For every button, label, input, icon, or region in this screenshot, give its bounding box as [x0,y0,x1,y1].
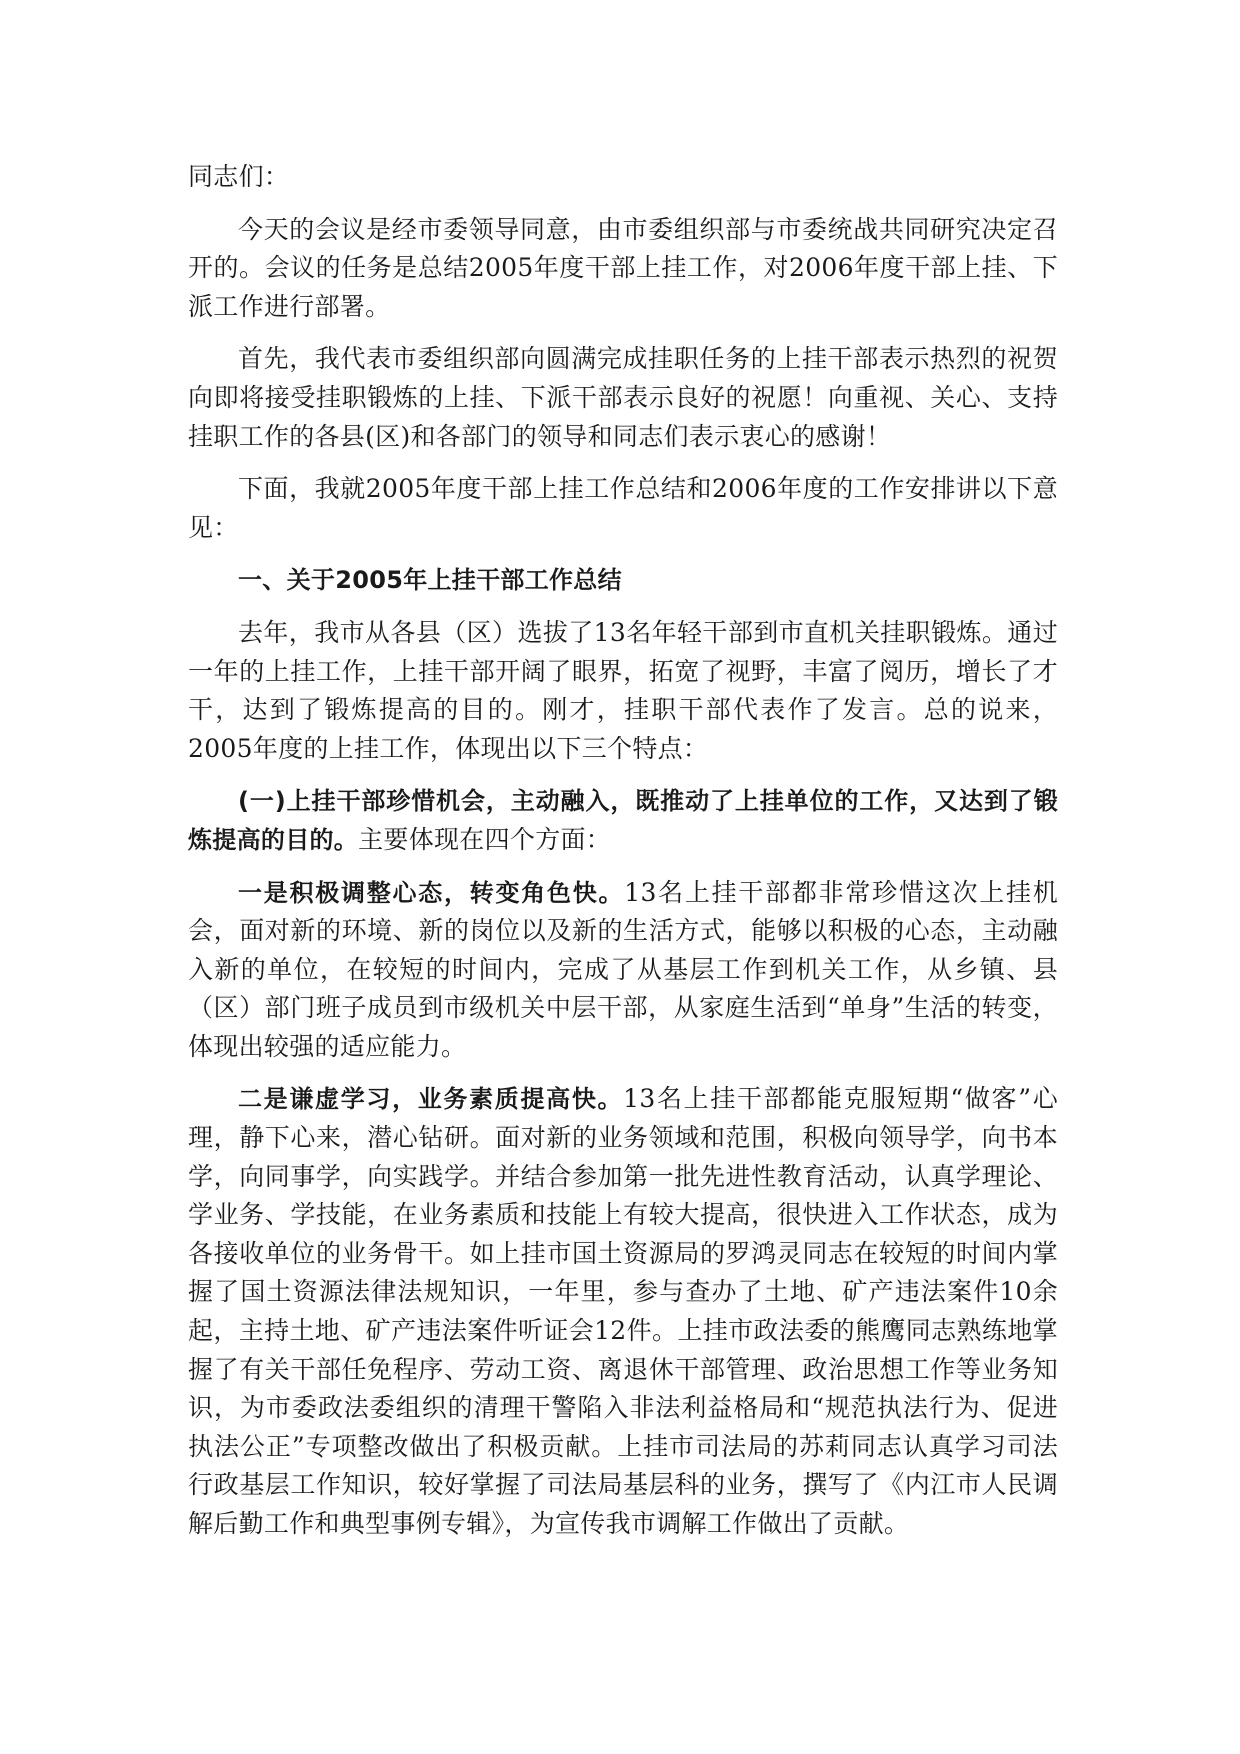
paragraph-summary: 去年，我市从各县（区）选拔了13名年轻干部到市直机关挂职锻炼。通过一年的上挂工作，上挂干部开阔了眼界，拓宽了视野，丰富了阅历，增长了才干，达到了锻炼提高的目的。刚才，挂职干部代表作了发言。总的说来，2005年度的上挂工作，体现出以下三个特点： [188,617,1058,763]
point-2-text: 13名上挂干部都能克服短期“做客”心理，静下心来，潜心钻研。面对新的业务领域和范围，积极向领导学，向书本学，向同事学，向实践学。并结合参加第一批先进性教育活动，认真学理论、学业务、学技能，在业务素质和技能上有较大提高，很快进入工作状态，成为各接收单位的业务骨干。如上挂市国土资源局的罗鸿灵同志在较短的时间内掌握了国土资源法律法规知识，一年里，参与查办了土地、矿产违法案件10余起，主持土地、矿产违法案件听证会12件。上挂市政法委的熊鹰同志熟练地掌握了有关干部任免程序、劳动工资、离退休干部管理、政治思想工作等业务知识，为市委政法委组织的清理干警陷入非法利益格局和“规范执法行为、促进执法公正”专项整改做出了积极贡献。上挂市司法局的苏莉同志认真学习司法行政基层工作知识，较好掌握了司法局基层科的业务，撰写了《内江市人民调解后勤工作和典型事例专辑》，为宣传我市调解工作做出了贡献。 [188,1084,1058,1538]
section-heading-1: 一、关于2005年上挂干部工作总结 [238,566,622,595]
subsection-1-text: 主要体现在四个方面： [358,824,612,854]
point-2 [188,1080,1058,1543]
point-2-lead: 二是谦虚学习，业务素质提高快。 [238,1085,624,1114]
point-1-lead: 一是积极调整心态，转变角色快。 [238,878,625,907]
paragraph-thanks: 首先，我代表市委组织部向圆满完成挂职任务的上挂干部表示热烈的祝贺向即将接受挂职锻炼的上挂、下派干部表示良好的祝愿！向重视、关心、支持挂职工作的各县(区)和各部门的领导和同志们表示衷心的感谢！ [188,344,1058,451]
subsection-1-lead: (一)上挂干部珍惜机会，主动融入，既推动了上挂单位的工作，又达到了锻炼提高的目的。 [188,787,1058,854]
point-1-text: 13名上挂干部都非常珍惜这次上挂机会，面对新的环境、新的岗位以及新的生活方式，能够以积极的心态，主动融入新的单位，在较短的时间内，完成了从基层工作到机关工作，从乡镇、县（区）部门班子成员到市级机关中层干部，从家庭生活到“单身”生活的转变，体现出较强的适应能力。 [188,877,1058,1061]
subsection-1 [188,782,1058,859]
document-body [188,158,1058,1558]
point-1 [188,874,1058,1067]
paragraph-outline: 下面，我就2005年度干部上挂工作总结和2006年度的工作安排讲以下意见： [188,474,1058,542]
paragraph-opening: 今天的会议是经市委领导同意，由市委组织部与市委统战共同研究决定召开的。会议的任务是总结2005年度干部上挂工作，对2006年度干部上挂、下派工作进行部署。 [188,214,1058,321]
salutation: 同志们： [188,162,290,191]
